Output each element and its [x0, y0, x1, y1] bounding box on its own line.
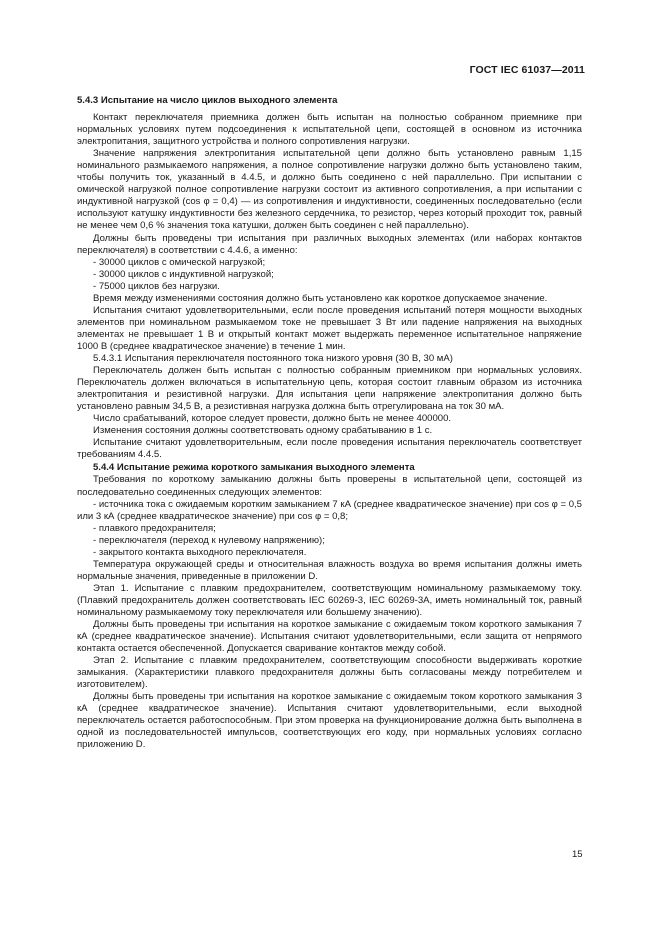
paragraph: Время между изменениями состояния должно быть установлено как короткое допускаемое значение.	[93, 292, 548, 304]
page-number: 15	[572, 849, 583, 860]
paragraph: Этап 2. Испытание с плавким предохранителем, соответствующим способности выдерживать короткие замыкания. (Характеристики плавкого предохранителя должны быть согласованы между потребителем и изготовителем).	[77, 655, 582, 691]
paragraph: Переключатель должен быть испытан с полностью собранным приемником при нормальных условиях. Переключатель должен включаться в испытательную цепь, которая состоит главным образом из источника электропитания и резистивной нагрузки. Для испытания цепи напряжение электропитания должно быть установлено равным 34,5 В, а резистивная нагрузка должна быть отрегулирована на ток 30 мА.	[77, 365, 582, 413]
paragraph: Значение напряжения электропитания испытательной цепи должно быть установлено равным 1,15 номинального размыкаемого напряжения, а полное сопротивление нагрузки должно быть установлено таким, чтобы получить ток, указанный в 4.4.5, и должно быть соединено с ней параллельно. При испытании с омической нагрузкой полное сопротивление нагрузки состоит из активного сопротивления, а при испытании с индуктивной нагрузкой (cos φ = 0,4) — из сопротивления и индуктивности, соединенных последовательно (если используют катушку индуктивности без железного сердечника, то резистор, через который проходит ток, равный не менее чем 0,6 % значения тока катушки, должен быть соединен с ней параллельно).	[77, 148, 582, 232]
paragraph: Изменения состояния должны соответствовать одному срабатыванию в 1 с.	[93, 425, 433, 437]
subsection-title-5-4-3-1: 5.4.3.1 Испытания переключателя постоянного тока низкого уровня (30 В, 30 мА)	[93, 352, 453, 364]
list-item: - источника тока с ожидаемым коротким замыканием 7 кА (среднее квадратическое значение) при cos φ = 0,5 или 3 кА (среднее квадратическое значение) при cos φ = 0,8;	[77, 498, 582, 522]
paragraph: Испытание считают удовлетворительным, если после проведения испытания переключатель соответствует требованиям 4.4.5.	[77, 437, 582, 461]
paragraph: Контакт переключателя приемника должен быть испытан на полностью собранном приемнике при нормальных условиях путем подсоединения к испытательной цепи, состоящей в основном из источника электропитания, защитного устройства и полного сопротивления нагрузки.	[77, 112, 582, 148]
paragraph: Должны быть проведены три испытания на короткое замыкание с ожидаемым током короткого замыкания 3 кА (среднее квадратическое значение). Испытания считают удовлетворительными, если выходной переключатель остается работоспособным. При этом проверка на функционирование должна быть выполнена в одной из последовательностей импульсов, соответствующих его коду, при нормальных условиях согласно приложению D.	[77, 691, 582, 751]
list-item: - плавкого предохранителя;	[93, 522, 216, 534]
section-title-5-4-4: 5.4.4 Испытание режима короткого замыкания выходного элемента	[93, 462, 415, 474]
page-content	[77, 94, 582, 752]
list-item: - 75000 циклов без нагрузки.	[93, 280, 220, 292]
section-title-5-4-3: 5.4.3 Испытание на число циклов выходного элемента	[77, 95, 338, 106]
paragraph: Испытания считают удовлетворительными, если после проведения испытаний потеря мощности выходных элементов при номинальном размыкаемом токе не превышает 3 Вт или падение напряжения на выходных элементах не превышает 1 В и открытый контакт может выдержать переменное испытательное напряжение 1000 В (среднее квадратическое значение) в течение 1 мин.	[77, 304, 582, 352]
list-item: - переключателя (переход к нулевому напряжению);	[93, 534, 325, 546]
paragraph: Температура окружающей среды и относительная влажность воздуха во время испытания должны иметь нормальные значения, приведенные в приложении D.	[77, 558, 582, 582]
paragraph: Должны быть проведены три испытания на короткое замыкание с ожидаемым током короткого замыкания 7 кА (среднее квадратическое значение). Испытания считают удовлетворительными, если защита от непрямого контакта остается обеспеченной. Допускается сваривание контактов между собой.	[77, 619, 582, 655]
paragraph: Требования по короткому замыканию должны быть проверены в испытательной цепи, состоящей из последовательно соединенных следующих элементов:	[77, 474, 582, 498]
document-header: ГОСТ IEC 61037—2011	[469, 64, 585, 76]
list-item: - 30000 циклов с индуктивной нагрузкой;	[93, 268, 274, 280]
paragraph: Должны быть проведены три испытания при различных выходных элементах (или наборах контактов переключателя) в соответствии с 4.4.6, а именно:	[77, 232, 582, 256]
list-item: - закрытого контакта выходного переключателя.	[93, 546, 307, 558]
paragraph: Число срабатываний, которое следует провести, должно быть не менее 400000.	[93, 413, 452, 425]
paragraph: Этап 1. Испытание с плавким предохранителем, соответствующим номинальному размыкаемому току. (Плавкий предохранитель должен соответствовать IEC 60269-3, IEC 60269-3A, иметь номинальный ток, равный номинальному размыкаемому току переключателя или большему значению).	[77, 582, 582, 618]
list-item: - 30000 циклов с омической нагрузкой;	[93, 256, 266, 268]
